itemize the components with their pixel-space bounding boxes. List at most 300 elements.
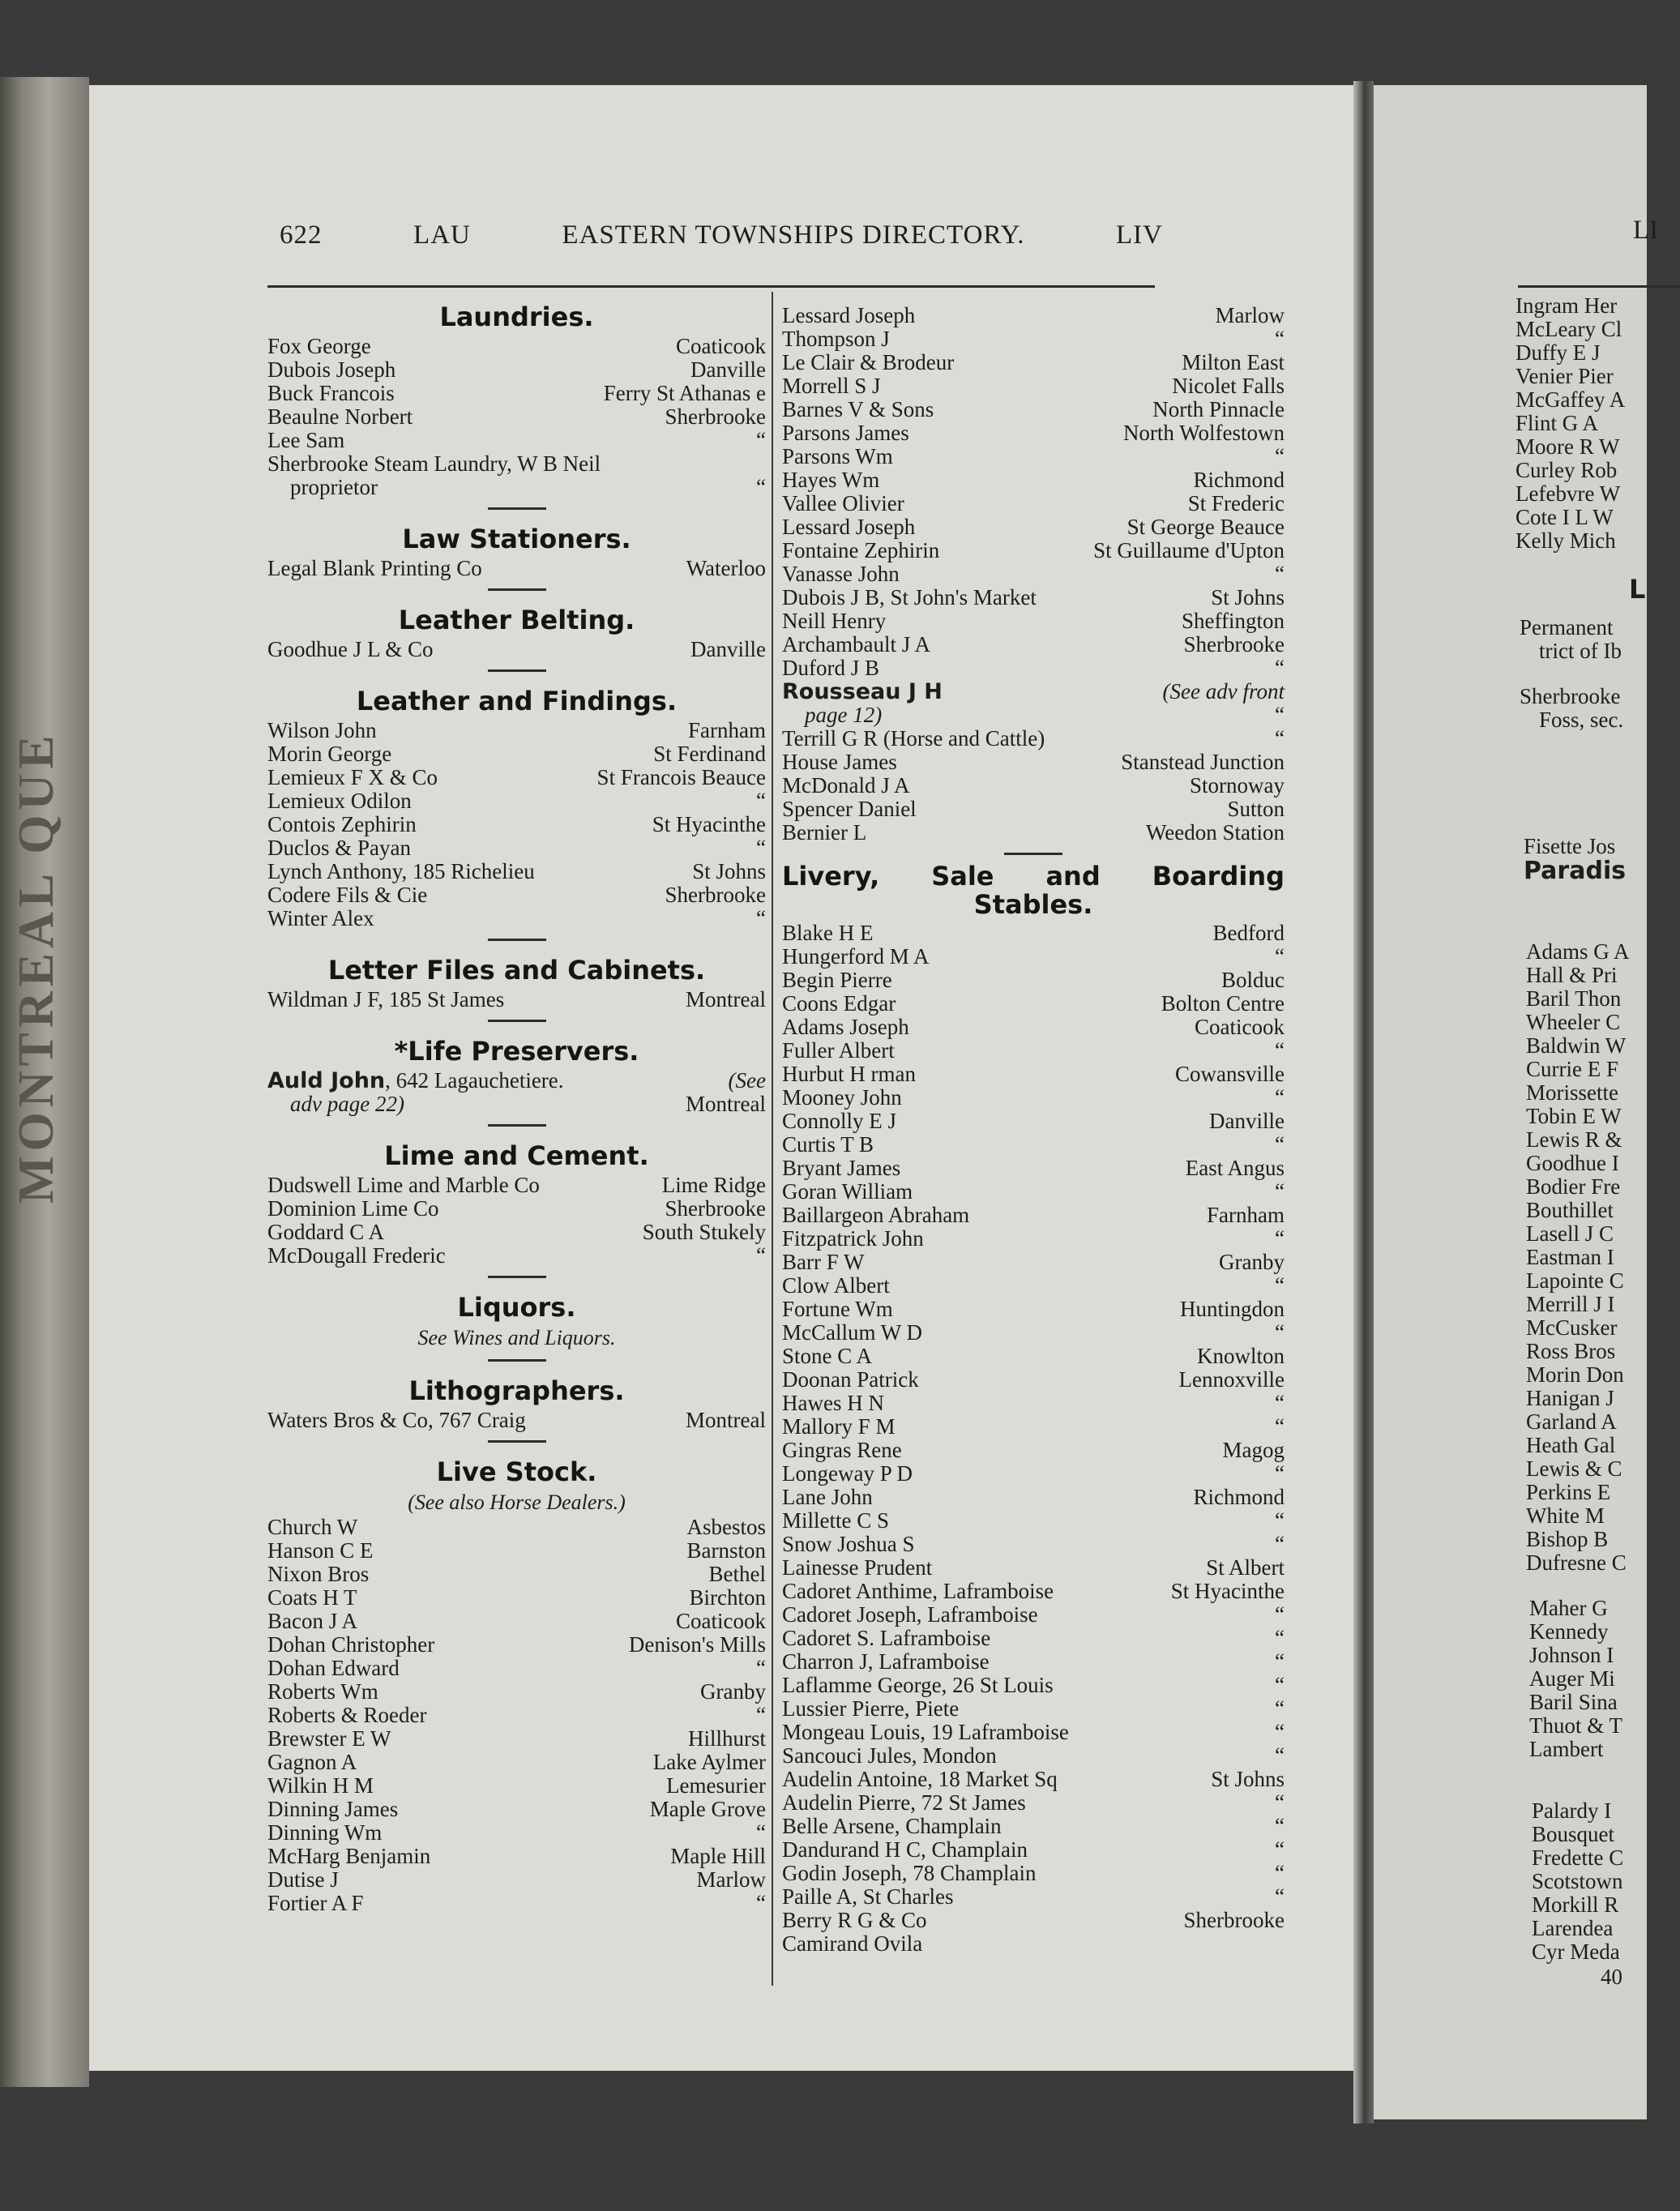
facing-entry: Bishop B [1526, 1527, 1609, 1551]
facing-entry: Foss, sec. [1539, 708, 1624, 732]
directory-entry [782, 515, 1285, 539]
facing-entry: Hall & Pri [1526, 963, 1618, 987]
directory-entry [267, 335, 766, 358]
entry-name: Morin George [267, 742, 392, 766]
entry-place: Coaticook [676, 334, 766, 358]
entry-name: Hanson C E [267, 1538, 374, 1563]
directory-entry [267, 1409, 766, 1432]
entry-place: “ [756, 906, 766, 930]
entry-name: Parsons James [782, 421, 909, 445]
entry-place: St Francois Beauce [596, 765, 766, 789]
entry-name-bold: Auld John [267, 1068, 386, 1093]
entry-place: Sutton [1227, 797, 1285, 821]
entry-place: Bedford [1212, 921, 1285, 945]
directory-entry [782, 727, 1285, 751]
header-key-right: LIV [1116, 220, 1163, 250]
section-heading-livery: Livery, Sale and Boarding [782, 861, 1285, 892]
directory-entry [782, 398, 1285, 421]
entry-place: “ [1275, 1837, 1285, 1862]
entry-place: “ [1275, 944, 1285, 969]
entry-name: Gagnon A [267, 1750, 357, 1774]
facing-entry: Kelly Mich [1515, 528, 1616, 553]
directory-entry [782, 562, 1285, 586]
entry-place: “ [1275, 1743, 1285, 1768]
entry-name: Connolly E J [782, 1109, 897, 1133]
entry-name: Lessard Joseph [782, 303, 916, 327]
entry-place: Stanstead Junction [1121, 750, 1285, 774]
directory-entry [782, 1815, 1285, 1838]
section-heading-leather-findings: Leather and Findings. [356, 686, 678, 716]
entry-place: Farnham [1207, 1203, 1285, 1227]
entry-place: “ [1275, 327, 1285, 351]
entry-name: Contois Zephirin [267, 812, 417, 836]
facing-page-header: LI [1633, 216, 1659, 245]
entry-place: Richmond [1193, 1485, 1285, 1509]
facing-entry: Fisette Jos [1524, 834, 1616, 858]
facing-entry: Lewis & C [1526, 1456, 1622, 1481]
directory-entry [782, 633, 1285, 656]
directory-entry [782, 1697, 1285, 1721]
facing-entry: Scotstown [1532, 1869, 1623, 1893]
entry-place: “ [1275, 1320, 1285, 1345]
directory-entry [267, 1563, 766, 1586]
entry-name: Archambault J A [782, 632, 930, 656]
entry-name: Fitzpatrick John [782, 1226, 924, 1251]
facing-entry: Wheeler C [1526, 1010, 1621, 1034]
column-divider [772, 292, 773, 1986]
entry-place: St Frederic [1187, 491, 1285, 515]
directory-entry [267, 405, 766, 429]
entry-place: “ [1275, 1673, 1285, 1697]
left-column [267, 288, 766, 1915]
entry-place: Birchton [689, 1585, 766, 1610]
section-rule [488, 939, 546, 941]
directory-entry [267, 1821, 766, 1845]
facing-entry: Larendea [1532, 1916, 1614, 1940]
entry-name: Le Clair & Brodeur [782, 350, 955, 374]
entry-name: McHarg Benjamin [267, 1844, 431, 1868]
entry-place: St Hyacinthe [652, 812, 766, 836]
entry-place: Richmond [1193, 468, 1285, 492]
section-rule [488, 1359, 546, 1362]
directory-entry [782, 1768, 1285, 1791]
entry-place: Knowlton [1197, 1344, 1285, 1368]
directory-entry [267, 1727, 766, 1751]
facing-entry-permanent [1520, 616, 1622, 663]
section-rule [488, 507, 546, 510]
directory-entry-continuation [267, 1093, 766, 1116]
entry-place: Weedon Station [1145, 820, 1285, 845]
facing-entry: Lambert [1529, 1737, 1604, 1761]
entry-name: Duclos & Payan [267, 836, 411, 860]
directory-entry [267, 836, 766, 860]
directory-entry [782, 1392, 1285, 1415]
directory-entry [782, 1274, 1285, 1298]
entry-place: “ [1275, 1132, 1285, 1157]
entry-place: “ [1275, 1602, 1285, 1627]
entry-see-note: (See adv front [1162, 679, 1285, 704]
entry-name: Vallee Olivier [782, 491, 904, 515]
entry-place: Danville [690, 357, 766, 382]
entry-name: Waters Bros & Co, 767 Craig [267, 1408, 526, 1432]
entry-place: “ [756, 475, 766, 499]
entry-place: North Wolfestown [1122, 421, 1285, 445]
facing-list-2 [1526, 940, 1630, 1575]
entry-name: Lane John [782, 1485, 873, 1509]
directory-entry [782, 680, 1285, 704]
entry-name: Dohan Christopher [267, 1632, 435, 1657]
entry-name: Dohan Edward [267, 1656, 400, 1680]
facing-heading: L [1629, 574, 1646, 605]
facing-entry: Maher G [1529, 1596, 1608, 1620]
directory-entry [267, 1586, 766, 1610]
section-rule [488, 1020, 546, 1022]
directory-entry [782, 1298, 1285, 1321]
page-number: 622 [280, 220, 323, 250]
entry-name: Dubois Joseph [267, 357, 396, 382]
directory-entry [267, 1221, 766, 1244]
entry-name: Roberts & Roeder [267, 1703, 427, 1727]
directory-entry [267, 907, 766, 930]
entry-place: Granby [700, 1679, 766, 1704]
section-heading-lithographers: Lithographers. [408, 1375, 625, 1406]
directory-entry [782, 1838, 1285, 1862]
entry-place: “ [1275, 1696, 1285, 1721]
directory-entry [782, 327, 1285, 351]
directory-entry [267, 1680, 766, 1704]
entry-place: Montreal [686, 987, 766, 1011]
directory-entry [267, 1892, 766, 1915]
entry-name-cont: proprietor [290, 475, 378, 499]
entry-place: “ [756, 789, 766, 813]
entry-name: House James [782, 750, 897, 774]
directory-entry [782, 1909, 1285, 1932]
facing-entry: Lefebvre W [1515, 481, 1621, 506]
directory-entry [782, 1744, 1285, 1768]
facing-entry: Flint G A [1515, 411, 1599, 435]
entry-place: Cowansville [1175, 1062, 1285, 1086]
directory-title: EASTERN TOWNSHIPS DIRECTORY. [562, 220, 1025, 250]
directory-entry [782, 1791, 1285, 1815]
directory-entry [782, 1486, 1285, 1509]
entry-name-bold: Rousseau J H [782, 679, 943, 704]
directory-entry [267, 382, 766, 405]
entry-name: Godin Joseph, 78 Champlain [782, 1861, 1037, 1885]
entry-place: “ [1275, 1884, 1285, 1909]
entry-place: “ [1275, 1814, 1285, 1838]
cross-reference-note: (See also Horse Dealers.) [408, 1490, 626, 1514]
facing-entry: Adams G A [1526, 939, 1630, 964]
entry-place: “ [1275, 1720, 1285, 1744]
facing-entry: McGaffey A [1515, 387, 1626, 412]
directory-entry [267, 719, 766, 742]
directory-entry [782, 1885, 1285, 1909]
facing-entry: Baldwin W [1526, 1033, 1627, 1058]
lithographers-list [267, 1409, 766, 1432]
section-heading-life-preservers: *Life Preservers. [394, 1036, 639, 1067]
directory-entry [782, 1509, 1285, 1533]
entry-place: “ [1275, 1038, 1285, 1063]
entry-name: Goddard C A [267, 1220, 384, 1244]
entry-name: Doonan Patrick [782, 1367, 919, 1392]
entry-place: St Ferdinand [653, 742, 766, 766]
directory-entry [267, 429, 766, 452]
section-rule [488, 1276, 546, 1278]
entry-place: “ [1275, 1461, 1285, 1486]
entry-name: Terrill G R (Horse and Cattle) [782, 726, 1045, 751]
section-heading-livery-cont: Stables. [973, 889, 1093, 920]
facing-entry: Lasell J C [1526, 1221, 1614, 1246]
facing-list-1 [1515, 294, 1625, 553]
entry-name: Snow Joshua S [782, 1532, 915, 1556]
entry-name: Goodhue J L & Co [267, 637, 434, 661]
entry-name: Sherbrooke Steam Laundry, W B Neil [267, 451, 601, 476]
directory-entry [782, 1016, 1285, 1039]
entry-adv-note: page 12) [805, 703, 883, 727]
entry-place: Sherbrooke [665, 883, 766, 907]
facing-entry: Venier Pier [1515, 364, 1614, 388]
entry-name: Curtis T B [782, 1132, 874, 1157]
entry-name: Charron J, Laframboise [782, 1649, 990, 1674]
directory-entry-continuation [782, 704, 1285, 727]
entry-name: Lessard Joseph [782, 515, 916, 539]
entry-place: East Angus [1185, 1156, 1285, 1180]
entry-name: Goran William [782, 1179, 913, 1204]
directory-entry [267, 883, 766, 907]
entry-name: Barnes V & Sons [782, 397, 934, 421]
directory-entry [782, 609, 1285, 633]
entry-name: Longeway P D [782, 1461, 913, 1486]
directory-entry [782, 821, 1285, 845]
directory-entry [267, 452, 766, 476]
entry-name: Dubois J B, St John's Market [782, 585, 1037, 609]
running-header [280, 220, 1163, 250]
directory-entry [782, 1063, 1285, 1086]
facing-entry-bold: Paradis [1524, 857, 1627, 885]
entry-name: Cadoret S. Laframboise [782, 1626, 991, 1650]
directory-entry [782, 1603, 1285, 1627]
entry-name: Dudswell Lime and Marble Co [267, 1173, 540, 1197]
directory-entry [782, 1157, 1285, 1180]
entry-place: Sheffington [1182, 609, 1285, 633]
directory-entry [267, 1657, 766, 1680]
entry-name: Lainesse Prudent [782, 1555, 933, 1580]
facing-entry: Heath Gal [1526, 1433, 1616, 1457]
entry-name: Winter Alex [267, 906, 374, 930]
directory-entry [267, 1774, 766, 1798]
entry-name: Lemieux F X & Co [267, 765, 438, 789]
facing-entry: Cote I L W [1515, 505, 1614, 529]
directory-entry [782, 1462, 1285, 1486]
entry-place: Sherbrooke [1183, 1908, 1285, 1932]
directory-entry [782, 945, 1285, 969]
entry-name: McDonald J A [782, 773, 910, 798]
entry-place: Stornoway [1190, 773, 1285, 798]
entry-place: “ [756, 836, 766, 860]
middle-column [782, 304, 1285, 1956]
header-key-left: LAU [413, 220, 471, 250]
entry-place: “ [1275, 1391, 1285, 1415]
facing-entry: Permanent [1520, 615, 1614, 639]
entry-place: “ [1275, 1532, 1285, 1556]
facing-entry: Garland A [1526, 1409, 1617, 1434]
directory-entry [782, 922, 1285, 945]
facing-entry: Sherbrooke [1520, 684, 1621, 708]
entry-place: Sherbrooke [665, 1196, 766, 1221]
entry-name: Laflamme George, 26 St Louis [782, 1673, 1054, 1697]
facing-entry: Currie E F [1526, 1057, 1618, 1081]
entry-name: Berry R G & Co [782, 1908, 927, 1932]
directory-entry [782, 1674, 1285, 1697]
entry-place: St Johns [1211, 1767, 1285, 1791]
entry-place: Danville [1209, 1109, 1285, 1133]
facing-entry: Johnson I [1529, 1643, 1614, 1667]
entry-name: Beaulne Norbert [267, 404, 413, 429]
entry-place: Granby [1219, 1250, 1285, 1274]
directory-entry [267, 638, 766, 661]
entry-place: Sherbrooke [665, 404, 766, 429]
directory-entry [782, 1251, 1285, 1274]
entry-name: Fortune Wm [782, 1297, 893, 1321]
directory-entry [782, 1533, 1285, 1556]
entry-name: Adams Joseph [782, 1015, 909, 1039]
directory-entry [782, 992, 1285, 1016]
entry-name: Blake H E [782, 921, 874, 945]
continued-list [782, 304, 1285, 680]
entry-name: Nixon Bros [267, 1562, 370, 1586]
entry-place: St Johns [1211, 585, 1285, 609]
entry-place: “ [756, 1656, 766, 1680]
directory-entry [267, 1751, 766, 1774]
entry-name: Morrell S J [782, 374, 881, 398]
entry-name: Dutise J [267, 1867, 339, 1892]
entry-name: Begin Pierre [782, 968, 892, 992]
entry-name: Camirand Ovila [782, 1931, 923, 1956]
directory-entry [782, 774, 1285, 798]
live-stock-list [267, 1516, 766, 1915]
directory-entry [782, 1650, 1285, 1674]
entry-place: Huntingdon [1179, 1297, 1285, 1321]
directory-entry [267, 1868, 766, 1892]
directory-entry [782, 539, 1285, 562]
facing-entry: Palardy I [1532, 1798, 1612, 1823]
entry-name: Wildman J F, 185 St James [267, 987, 505, 1011]
entry-place: “ [1275, 1626, 1285, 1650]
facing-entry: Kennedy [1529, 1619, 1609, 1644]
entry-name: Clow Albert [782, 1273, 890, 1298]
entry-place: Danville [690, 637, 766, 661]
directory-entry [782, 1932, 1285, 1956]
section-rule [1004, 853, 1062, 855]
entry-place: Maple Grove [649, 1797, 766, 1821]
entry-name: Dinning Wm [267, 1820, 383, 1845]
entry-place: Marlow [696, 1867, 766, 1892]
facing-entry: Curley Rob [1515, 458, 1618, 482]
facing-entry: Lewis R & [1526, 1127, 1622, 1152]
directory-entry [782, 1439, 1285, 1462]
entry-name: Wilson John [267, 718, 377, 742]
entry-place: “ [756, 1820, 766, 1845]
facing-entry: Baril Thon [1526, 986, 1622, 1011]
facing-entry: Duffy E J [1515, 340, 1601, 365]
directory-entry [267, 1197, 766, 1221]
directory-entry [267, 1516, 766, 1539]
directory-entry [267, 1539, 766, 1563]
directory-entry [267, 789, 766, 813]
page-gutter [1353, 81, 1374, 2123]
directory-entry-continuation [267, 476, 766, 499]
entry-place: Lake Aylmer [652, 1750, 766, 1774]
entry-place: Marlow [1215, 303, 1285, 327]
directory-entry [782, 1627, 1285, 1650]
entry-place: “ [1275, 1790, 1285, 1815]
entry-name: Bernier L [782, 820, 867, 845]
facing-entry: Bodier Fre [1526, 1174, 1621, 1199]
directory-entry [267, 1798, 766, 1821]
directory-entry [267, 557, 766, 580]
facing-entry: Fredette C [1532, 1845, 1624, 1870]
facing-header-rule [1518, 285, 1680, 288]
entry-place: “ [1275, 1414, 1285, 1439]
leather-belting-list [267, 638, 766, 661]
directory-entry [782, 1227, 1285, 1251]
entry-place: Maple Hill [670, 1844, 766, 1868]
facing-entry: Bouthillet [1526, 1198, 1614, 1222]
directory-entry [782, 1345, 1285, 1368]
directory-entry [782, 1039, 1285, 1063]
section-heading-letter-files: Letter Files and Cabinets. [327, 955, 706, 986]
entry-place: Hillhurst [687, 1726, 766, 1751]
directory-entry [267, 988, 766, 1011]
entry-place: St George Beauce [1126, 515, 1285, 539]
directory-entry [267, 742, 766, 766]
entry-name: Thompson J [782, 327, 890, 351]
entry-name: Fortier A F [267, 1891, 364, 1915]
entry-place: Lennoxville [1178, 1367, 1285, 1392]
entry-name: Coats H T [267, 1585, 357, 1610]
facing-entry: Goodhue I [1526, 1151, 1619, 1175]
laundries-list [267, 335, 766, 452]
section-heading-leather-belting: Leather Belting. [398, 605, 635, 635]
facing-entry: McCusker [1526, 1315, 1618, 1340]
entry-name: Audelin Antoine, 18 Market Sq [782, 1767, 1058, 1791]
entry-place: North Pinnacle [1152, 397, 1285, 421]
entry-place: Bolduc [1221, 968, 1285, 992]
section-heading-lime-cement: Lime and Cement. [384, 1140, 649, 1171]
facing-entry-sherbrooke [1520, 685, 1623, 732]
directory-entry [267, 1069, 766, 1093]
entry-name: Sancouci Jules, Mondon [782, 1743, 997, 1768]
entry-name: Mooney John [782, 1085, 902, 1110]
entry-place: Denison's Mills [628, 1632, 766, 1657]
facing-entry: Bousquet [1532, 1822, 1615, 1846]
directory-entry [267, 1845, 766, 1868]
entry-name: Dandurand H C, Champlain [782, 1837, 1028, 1862]
entry-name: Baillargeon Abraham [782, 1203, 970, 1227]
entry-place: “ [1275, 656, 1285, 680]
entry-adv-note: adv page 22) [290, 1092, 404, 1116]
entry-name: Buck Francois [267, 381, 395, 405]
entry-place: “ [1275, 1273, 1285, 1298]
section-rule [488, 669, 546, 672]
directory-entry [782, 1862, 1285, 1885]
entry-place: St Albert [1206, 1555, 1285, 1580]
law-stationers-list [267, 557, 766, 580]
facing-entry: Moore R W [1515, 434, 1620, 459]
directory-entry [782, 445, 1285, 468]
entry-place: “ [1275, 1226, 1285, 1251]
cross-reference-note: See Wines and Liquors. [417, 1326, 616, 1349]
